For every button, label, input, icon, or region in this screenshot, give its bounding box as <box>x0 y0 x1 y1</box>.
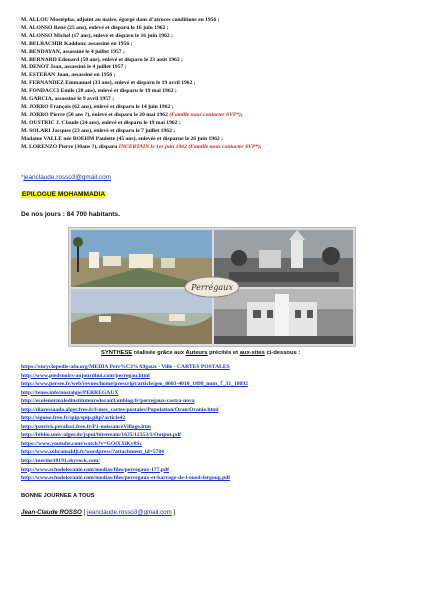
source-link[interactable]: http://diaressaada.alger.free.fr/l-mes_cartes-postales/Population/Oran/Oranie.html <box>21 406 219 413</box>
postcard-panel-top-left <box>71 230 212 287</box>
victim-list-item <box>21 33 416 41</box>
victim-list-item <box>21 88 416 96</box>
source-link-item <box>21 363 248 372</box>
postcard-collage-svg <box>69 228 355 346</box>
postcard-panel-bottom-right <box>214 289 353 344</box>
synthese-text-1: réalisée grâce aux <box>132 350 186 356</box>
source-link-item <box>21 389 248 398</box>
victim-text: M. FONDACCI Emile (28 ans), enlevé et disparu le 19 mai 1962 ; <box>21 88 177 95</box>
source-link-item <box>21 474 248 483</box>
victim-list-item <box>21 17 416 25</box>
source-link-item <box>21 380 248 389</box>
victim-list <box>21 17 416 151</box>
victim-text: M. GARCIA, assassiné le 9 avril 1957 ; <box>21 96 115 103</box>
source-link-item <box>21 406 248 415</box>
victim-text: M. DENOT Jean, assassiné le 4 juillet 1957 ; <box>21 64 127 71</box>
victim-list-item <box>21 136 416 144</box>
victim-tail: ; <box>259 143 262 150</box>
victim-text: M. JORRO François (62 ans), enlevé et disparu le 14 juin 1962 ; <box>21 103 174 110</box>
source-link[interactable]: http://ecolenormaledinstituteursdoran9.unblog.fr/perregaux-castra-nova <box>21 398 195 405</box>
postcard-collage-image <box>68 227 356 347</box>
source-link[interactable]: http://www.piedsnoirs-aujourdhui.com/perregau.html <box>21 372 150 379</box>
synthese-line <box>101 350 300 356</box>
asterisk: * <box>21 174 24 181</box>
source-link-item <box>21 466 248 475</box>
victim-list-item <box>21 128 416 136</box>
postcard-panel-top-right <box>214 230 353 287</box>
source-link-item <box>21 372 248 381</box>
synthese-text-3: ci-dessous : <box>264 350 301 356</box>
bracket-open: [ <box>83 509 86 516</box>
victim-list-item <box>21 72 416 80</box>
source-link-list <box>21 363 248 483</box>
source-link-item <box>21 448 248 457</box>
victim-text: M. BENDAYAN, assassiné le 4 juillet 1957 ; <box>21 48 125 55</box>
closing-line: BONNE JOURNEE A TOUS <box>21 493 95 499</box>
victim-text: M. ALONSO René (25 ans), enlevé et disparu le 16 juin 1962 ; <box>21 24 169 31</box>
signature-name: Jean-Claude ROSSO <box>21 509 82 516</box>
source-link-item <box>21 440 248 449</box>
source-link[interactable]: http://merine10191.skyrock.com/ <box>21 458 100 465</box>
source-link[interactable]: https://www.youtube.com/watch?v=GOiXXiKy8Sc <box>21 440 142 447</box>
source-link-item <box>21 431 248 440</box>
victim-list-item <box>21 57 416 65</box>
source-link[interactable]: http://www.echodeloranie.com/medias/files/perregaux-177.pdf <box>21 466 169 473</box>
victim-text: M. FERNANDEZ Emmanuel (33 ans), enlevé et disparu le 19 avril 1962 ; <box>21 80 196 87</box>
victim-text: M. ALLOU Mostépha, adjoint au maire, égorgé dans d’atroces conditions en 1956 ; <box>21 17 220 23</box>
source-link-item <box>21 414 248 423</box>
victim-list-item <box>21 49 416 57</box>
source-link[interactable]: http://patrick.peralta1.free.fr/P1-naissanceVillage.htm <box>21 423 151 430</box>
signature-line <box>21 509 175 516</box>
bracket-close: ] <box>173 509 176 516</box>
victim-text: M. LORENZO Pierre (30ans ?), disparu <box>21 143 119 150</box>
victim-text: M. JORRO Pierre (50 ans ?), enlevé et disparu le 20 mai 1962 <box>21 111 170 118</box>
victim-list-item <box>21 80 416 88</box>
victim-list-item <box>21 41 416 49</box>
source-link-item <box>21 397 248 406</box>
contact-email-link[interactable]: jeanclaude.rosso3@gmail.com <box>23 174 111 181</box>
victim-list-item <box>21 144 416 152</box>
victim-list-item <box>21 96 416 104</box>
epilogue-heading: EPILOGUE MOHAMMADIA <box>22 191 106 198</box>
source-link[interactable]: http://www.persee.fr/web/revues/home/prescript/article/geo_0003-4010_1898_num_7_31_18092 <box>21 381 248 388</box>
victim-tail: ; <box>240 111 243 118</box>
auteurs-word: Auteurs <box>185 350 208 356</box>
victim-list-item <box>21 104 416 112</box>
victim-list-item <box>21 120 416 128</box>
contact-email-line <box>21 174 111 181</box>
victim-text: M. OUSTRIC J. Claude (24 ans), enlevé et disparu le 19 mai 1962 ; <box>21 119 181 126</box>
victim-list-item <box>21 112 416 120</box>
source-link[interactable]: http://biblio.univ-alger.dz/jspui/bitstream/1635/12353/1/Output.pdf <box>21 432 181 439</box>
source-link[interactable]: http://www.xohramaldji.fr/wordpress/?attachment_id=5784 <box>21 449 164 456</box>
postcard-caption: Perrégaux <box>191 283 233 292</box>
aux-sites-word: aux-sites <box>239 350 265 356</box>
victim-text: M. ALONSO Michel (17 ans), enlevé et disparu le 16 juin 1962 ; <box>21 32 173 39</box>
victim-text: M. SOLARI Jacques (23 ans), enlevé et disparu le 7 juillet 1962 ; <box>21 127 176 134</box>
source-link[interactable]: http://sigoise.free.fr/spip/spip.php?article42 <box>21 415 126 422</box>
source-link[interactable]: http://tenes.info/nostalgie/PERREGAUX <box>21 389 119 396</box>
synthese-text-2: précités et <box>207 350 240 356</box>
victim-list-item <box>21 64 416 72</box>
victim-text: M. BELBACHIR Kaddour, assassiné en 1956 ; <box>21 40 133 47</box>
source-link-item <box>21 423 248 432</box>
postcard-panel-bottom-left <box>71 289 212 344</box>
victim-note: (Famille nous contacter SVP*) <box>169 111 241 118</box>
victim-note: INCERTAIN le 1er juin 1962 (Famille nous contacter SVP*) <box>118 143 260 150</box>
victim-list-item <box>21 25 416 33</box>
victim-text: M. ESTEBAN Juan, assassiné en 1956 ; <box>21 72 116 79</box>
synthese-word: SYNTHESE <box>101 350 133 356</box>
source-link-item <box>21 457 248 466</box>
population-line: De nos jours : 84 700 habitants. <box>21 211 120 218</box>
signature-email-link[interactable]: jeanclaude.rosso3@gmail.com <box>87 509 172 516</box>
victim-text: M. BERNARD Edouard (50 ans), enlevé et disparu le 23 août 1962 ; <box>21 56 183 63</box>
source-link[interactable]: http://www.echodeloranie.com/medias/files/perregaux-et-barrage-de-l-oued-fergoug.pdf <box>21 475 231 482</box>
source-link[interactable]: https://encyclopedie-afn.org/MEDIA Perr%C3%A9gaux - Ville - CARTES POSTALES <box>21 364 230 370</box>
victim-text: Madame VALLE née BOEHM Paulette (45 ans), enlevée et disparue le 26 juin 1962 ; <box>21 135 223 142</box>
